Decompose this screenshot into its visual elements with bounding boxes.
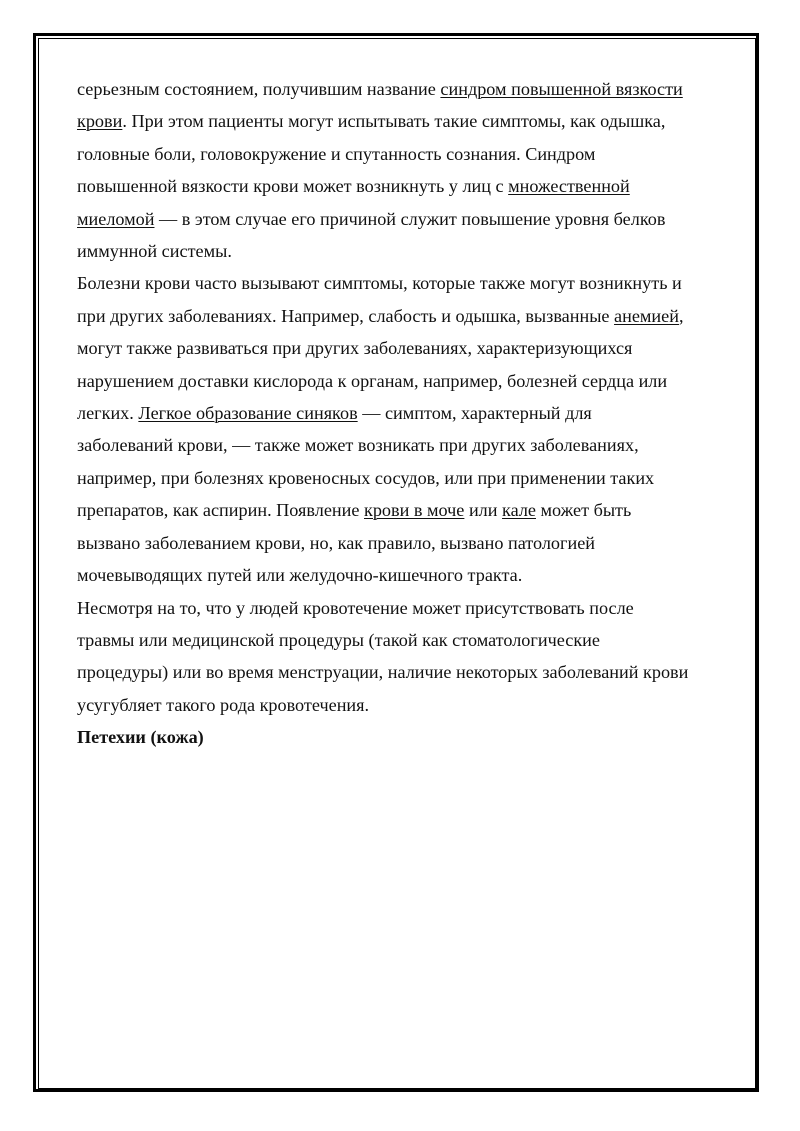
text-segment: вызвано заболеванием крови, но, как правило, вызвано патологией [77, 532, 596, 553]
hyperlink[interactable]: миеломой [77, 208, 155, 229]
document-body [77, 73, 727, 754]
text-segment: , [678, 305, 684, 326]
text-segment: повышенной вязкости крови может возникнуть у лиц с [77, 176, 509, 197]
text-segment: — в этом случае его причиной служит повышение уровня белков [154, 208, 666, 229]
text-segment: иммунной системы. [77, 241, 232, 262]
text-line [77, 365, 727, 397]
hyperlink[interactable]: анемией [614, 305, 679, 326]
text-segment: нарушением доставки кислорода к органам, например, болезней сердца или [77, 370, 668, 391]
text-line [77, 73, 727, 105]
text-line [77, 267, 727, 299]
text-line [77, 332, 727, 364]
section-heading: Петехии (кожа) [77, 727, 204, 748]
text-segment: процедуры) или во время менструации, наличие некоторых заболеваний крови [77, 662, 689, 683]
text-segment: препаратов, как аспирин. Появление [77, 500, 364, 521]
paragraph-lines [77, 73, 727, 721]
text-line [77, 656, 727, 688]
text-segment: может быть [535, 500, 632, 521]
hyperlink[interactable]: крови [77, 111, 123, 132]
text-segment: например, при болезнях кровеносных сосудов, или при применении таких [77, 467, 655, 488]
text-segment: или [464, 500, 503, 521]
text-segment: — симптом, характерный для [357, 403, 592, 424]
text-segment: головные боли, головокружение и спутанность сознания. Синдром [77, 143, 596, 164]
text-line [77, 429, 727, 461]
text-segment: Болезни крови часто вызывают симптомы, которые также могут возникнуть и [77, 273, 682, 294]
text-line [77, 138, 727, 170]
text-line [77, 462, 727, 494]
text-line [77, 300, 727, 332]
text-line [77, 592, 727, 624]
text-segment: серьезным состоянием, получившим название [77, 79, 441, 99]
text-line [77, 689, 727, 721]
text-segment: заболеваний крови, — также может возникать при других заболеваниях, [77, 435, 639, 456]
text-segment: мочевыводящих путей или желудочно-кишечного тракта. [77, 565, 523, 586]
text-segment: могут также развиваться при других заболеваниях, характеризующихся [77, 338, 633, 359]
text-segment: Несмотря на то, что у людей кровотечение может присутствовать после [77, 597, 634, 618]
text-line [77, 235, 727, 267]
text-segment: травмы или медицинской процедуры (такой как стоматологические [77, 629, 600, 650]
hyperlink[interactable]: кале [502, 500, 536, 521]
text-line [77, 203, 727, 235]
hyperlink[interactable]: синдром повышенной вязкости [440, 79, 683, 99]
text-line [77, 397, 727, 429]
text-line [77, 559, 727, 591]
text-line [77, 527, 727, 559]
text-line [77, 105, 727, 137]
text-segment: легких. [77, 403, 139, 424]
hyperlink[interactable]: Легкое образование синяков [138, 403, 358, 424]
text-segment: усугубляет такого рода кровотечения. [77, 694, 370, 715]
hyperlink[interactable]: крови в моче [364, 500, 465, 521]
text-line [77, 494, 727, 526]
text-segment: . При этом пациенты могут испытывать такие симптомы, как одышка, [122, 111, 666, 132]
hyperlink[interactable]: множественной [508, 176, 630, 197]
text-line [77, 624, 727, 656]
text-segment: при других заболеваниях. Например, слабость и одышка, вызванные [77, 305, 615, 326]
text-line [77, 170, 727, 202]
